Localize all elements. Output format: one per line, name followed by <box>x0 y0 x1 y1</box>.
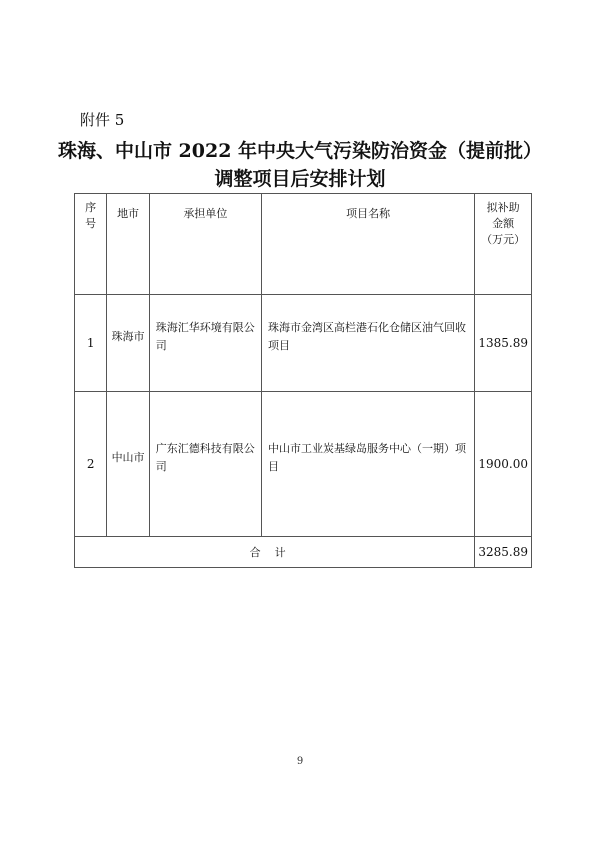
header-amount-line: 拟补助 <box>486 201 520 214</box>
header-index-line: 序 <box>85 201 97 214</box>
row-project-text: 珠海市金湾区高栏港石化仓储区油气回收项目 <box>268 321 467 352</box>
row-unit <box>149 295 261 392</box>
row-amount: 1385.89 <box>475 295 532 392</box>
header-project: 项目名称 <box>262 194 475 295</box>
funding-plan-table <box>74 193 532 568</box>
header-index <box>75 194 107 295</box>
row-unit-text: 珠海汇华环境有限公司 <box>155 321 255 352</box>
total-amount: 3285.89 <box>475 537 532 568</box>
row-city <box>107 295 149 392</box>
total-label: 合计 <box>75 537 475 568</box>
row-unit-text: 广东汇德科技有限公司 <box>155 442 255 473</box>
row-project <box>262 392 475 537</box>
row-index: 2 <box>75 392 107 537</box>
row-unit <box>149 392 261 537</box>
header-amount-line: （万元） <box>481 233 526 246</box>
row-project-text: 中山市工业炭基绿岛服务中心（一期）项目 <box>268 442 467 473</box>
row-index: 1 <box>75 295 107 392</box>
row-project <box>262 295 475 392</box>
header-index-line: 号 <box>85 217 97 230</box>
header-amount-line: 金额 <box>492 217 515 230</box>
table-row <box>75 392 532 537</box>
header-city: 地市 <box>107 194 149 295</box>
table-row <box>75 295 532 392</box>
header-amount <box>475 194 532 295</box>
page-number: 9 <box>296 756 304 767</box>
row-city-text: 珠海市 <box>111 330 145 343</box>
row-amount: 1900.00 <box>475 392 532 537</box>
row-city-text: 中山市 <box>111 451 145 464</box>
attachment-label: 附件 5 <box>80 111 125 129</box>
header-unit: 承担单位 <box>149 194 261 295</box>
document-title-line2: 调整项目后安排计划 <box>214 168 386 190</box>
total-row <box>75 537 532 568</box>
row-city <box>107 392 149 537</box>
document-title-line1: 珠海、中山市 2022 年中央大气污染防治资金（提前批） <box>57 140 543 162</box>
table-header-row <box>75 194 532 295</box>
